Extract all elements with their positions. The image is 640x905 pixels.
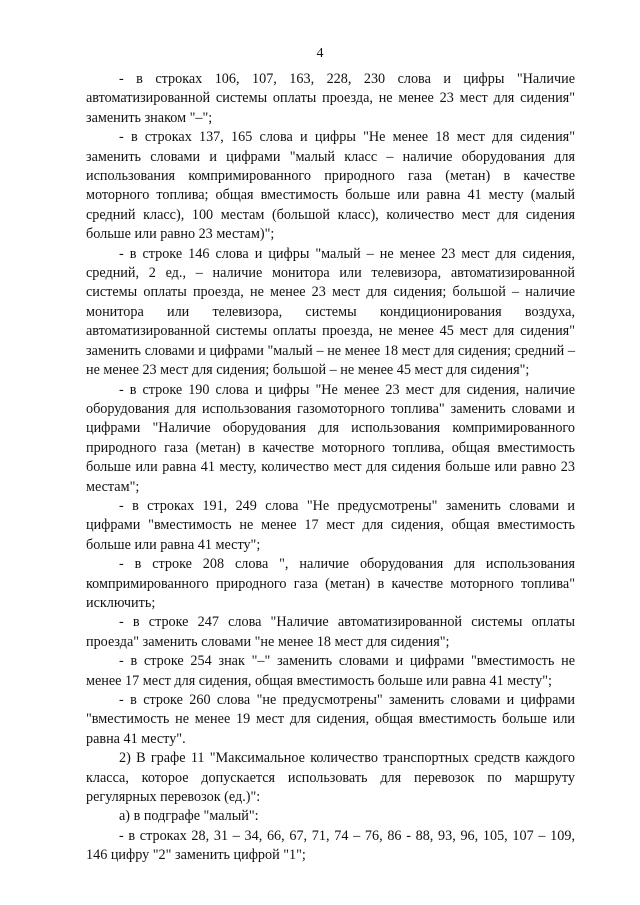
paragraph-row-146: - в строке 146 слова и цифры "малый – не менее 23 мест для сидения, средний, 2 ед., – наличие монитора или телевизора, автоматизированной системы оплаты проезда, не менее 23 мест для сидения; большой – наличие монитора или телевизора, системы кондиционирования воздуха, автоматизированной системы оплаты проезда, не менее 45 мест для сидения" заменить словами и цифрами "малый – не менее 18 мест для сидения; средний – не менее 23 мест для сидения; большой – не менее 45 мест для сидения";	[86, 245, 575, 379]
paragraph-row-260: - в строке 260 слова "не предусмотрены" заменить словами и цифрами "вместимость не менее 19 мест для сидения, общая вместимость больше или равна 41 месту".	[86, 692, 575, 747]
paragraph-rows-106-107: - в строках 106, 107, 163, 228, 230 слова и цифры "Наличие автоматизированной системы оплаты проезда, не менее 23 мест для сидения" заменить знаком "–";	[86, 71, 575, 126]
paragraph-row-190: - в строке 190 слова и цифры "Не менее 23 мест для сидения, наличие оборудования для использования газомоторного топлива" заменить словами и цифрами "Наличие оборудования для использования компримированного природного газа (метан) в качестве моторного топлива, общая вместимость больше или равна 41 месту, количество мест для сидения больше или равно 23 местам";	[86, 381, 575, 495]
paragraph-row-254: - в строке 254 знак "–" заменить словами и цифрами "вместимость не менее 17 мест для сидения, общая вместимость больше или равна 41 месту";	[86, 653, 575, 689]
paragraph-subcolumn-small: а) в подграфе "малый":	[119, 808, 259, 825]
paragraph-column-11: 2) В графе 11 "Максимальное количество транспортных средств каждого класса, которое допускается использовать для перевозок по маршруту регулярных перевозок (ед.)":	[86, 750, 575, 806]
paragraph-row-208: - в строке 208 слова ", наличие оборудования для использования компримированного природного газа (метан) в качестве моторного топлива" исключить;	[86, 556, 575, 611]
document-body	[86, 70, 575, 866]
paragraph-rows-191-249: - в строках 191, 249 слова "Не предусмотрены" заменить словами и цифрами "вместимость не менее 17 мест для сидения, общая вместимость больше или равна 41 месту";	[86, 497, 575, 553]
paragraph-row-247: - в строке 247 слова "Наличие автоматизированной системы оплаты проезда" заменить словами "не менее 18 мест для сидения";	[86, 614, 575, 650]
page-number: 4	[316, 46, 324, 61]
paragraph-rows-137-165: - в строках 137, 165 слова и цифры "Не менее 18 мест для сидения" заменить словами и цифрами "малый класс – наличие оборудования для использования компримированного природного газа (метан) в качестве моторного топлива; общая вместимость больше или равна 41 месту (малый средний класс), 100 местам (большой класс), количество мест для сидения больше или равно 23 местам)";	[86, 129, 575, 243]
paragraph-rows-28-146: - в строках 28, 31 – 34, 66, 67, 71, 74 – 76, 86 - 88, 93, 96, 105, 107 – 109, 146 цифру "2" заменить цифрой "1";	[86, 827, 575, 864]
